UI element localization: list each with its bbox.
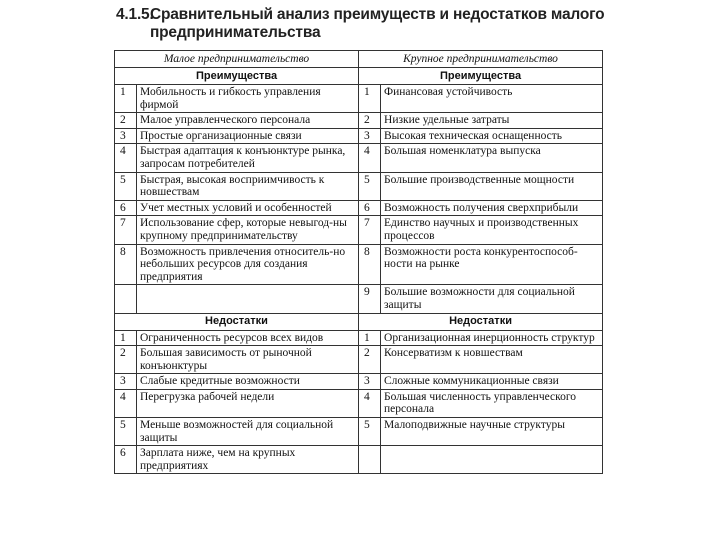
large-number-cell: 9 bbox=[359, 285, 381, 313]
small-number-cell: 1 bbox=[115, 330, 137, 346]
table-row bbox=[115, 418, 603, 446]
large-number-cell: 7 bbox=[359, 216, 381, 244]
large-text-cell: Высокая техническая оснащенность bbox=[381, 128, 603, 144]
title-line-2: предпринимательства bbox=[150, 24, 321, 41]
large-number-cell: 2 bbox=[359, 113, 381, 129]
large-number-cell: 5 bbox=[359, 172, 381, 200]
small-number-cell: 4 bbox=[115, 144, 137, 172]
page-title bbox=[116, 6, 676, 42]
small-number-cell: 5 bbox=[115, 418, 137, 446]
large-text-cell: Большая номенклатура выпуска bbox=[381, 144, 603, 172]
comparison-table bbox=[114, 50, 603, 474]
small-text-cell: Ограниченность ресурсов всех видов bbox=[137, 330, 359, 346]
large-number-cell: 1 bbox=[359, 330, 381, 346]
large-number-cell: 6 bbox=[359, 200, 381, 216]
small-number-cell: 5 bbox=[115, 172, 137, 200]
title-line-1: Сравнительный анализ преимуществ и недостатков малого bbox=[150, 6, 605, 23]
small-number-cell: 1 bbox=[115, 85, 137, 113]
large-text-cell: Организационная инерционность структур bbox=[381, 330, 603, 346]
large-number-cell: 4 bbox=[359, 144, 381, 172]
large-text-cell: Большие производственные мощности bbox=[381, 172, 603, 200]
small-text-cell: Зарплата ниже, чем на крупных предприятиях bbox=[137, 446, 359, 474]
table-row bbox=[115, 389, 603, 417]
large-text-cell: Большая численность управленческого персонала bbox=[381, 389, 603, 417]
table-row bbox=[115, 446, 603, 474]
table-row bbox=[115, 330, 603, 346]
large-number-cell: 3 bbox=[359, 374, 381, 390]
small-number-cell: 2 bbox=[115, 113, 137, 129]
small-text-cell: Быстрая адаптация к конъюнктуре рынка, запросам потребителей bbox=[137, 144, 359, 172]
large-number-cell: 3 bbox=[359, 128, 381, 144]
disadvantages-header-row bbox=[115, 313, 603, 330]
large-text-cell: Возможности роста конкурентоспособ-ности на рынке bbox=[381, 244, 603, 285]
small-text-cell: Учет местных условий и особенностей bbox=[137, 200, 359, 216]
large-text-cell: Большие возможности для социальной защиты bbox=[381, 285, 603, 313]
small-number-cell: 3 bbox=[115, 128, 137, 144]
small-number-cell: 6 bbox=[115, 446, 137, 474]
small-text-cell: Меньше возможностей для социальной защиты bbox=[137, 418, 359, 446]
advantages-header-row bbox=[115, 68, 603, 85]
table-row bbox=[115, 374, 603, 390]
large-text-cell: Низкие удельные затраты bbox=[381, 113, 603, 129]
large-text-cell: Финансовая устойчивость bbox=[381, 85, 603, 113]
small-number-cell: 3 bbox=[115, 374, 137, 390]
column-header-large: Крупное предпринимательство bbox=[359, 51, 603, 68]
small-number-cell: 8 bbox=[115, 244, 137, 285]
large-text-cell: Сложные коммуникационные связи bbox=[381, 374, 603, 390]
small-text-cell: Перегрузка рабочей недели bbox=[137, 389, 359, 417]
large-text-cell: Единство научных и производственных процессов bbox=[381, 216, 603, 244]
disadvantages-header-small: Недостатки bbox=[115, 313, 359, 330]
large-text-cell: Возможность получения сверхприбыли bbox=[381, 200, 603, 216]
small-number-cell: 7 bbox=[115, 216, 137, 244]
large-number-cell: 4 bbox=[359, 389, 381, 417]
table-row bbox=[115, 244, 603, 285]
large-text-cell: Малоподвижные научные структуры bbox=[381, 418, 603, 446]
table-row bbox=[115, 172, 603, 200]
small-text-cell: Простые организационные связи bbox=[137, 128, 359, 144]
large-number-cell: 5 bbox=[359, 418, 381, 446]
table-row bbox=[115, 285, 603, 313]
small-text-cell: Большая зависимость от рыночной конъюнктуры bbox=[137, 346, 359, 374]
column-header-small: Малое предпринимательство bbox=[115, 51, 359, 68]
small-number-cell: 4 bbox=[115, 389, 137, 417]
table-row bbox=[115, 144, 603, 172]
small-text-cell: Малое управленческого персонала bbox=[137, 113, 359, 129]
table-row bbox=[115, 128, 603, 144]
table-row bbox=[115, 113, 603, 129]
small-text-cell: Мобильность и гибкость управления фирмой bbox=[137, 85, 359, 113]
table-header-row bbox=[115, 51, 603, 68]
table-row bbox=[115, 200, 603, 216]
advantages-header-large: Преимущества bbox=[359, 68, 603, 85]
small-text-cell: Возможность привлечения относитель-но небольших ресурсов для создания предприятия bbox=[137, 244, 359, 285]
advantages-header-small: Преимущества bbox=[115, 68, 359, 85]
small-number-cell bbox=[115, 285, 137, 313]
large-number-cell bbox=[359, 446, 381, 474]
table-row bbox=[115, 346, 603, 374]
table-row bbox=[115, 216, 603, 244]
small-text-cell: Использование сфер, которые невыгод-ны крупному предпринимательству bbox=[137, 216, 359, 244]
small-text-cell: Слабые кредитные возможности bbox=[137, 374, 359, 390]
large-number-cell: 8 bbox=[359, 244, 381, 285]
section-number: 4.1.5. bbox=[116, 6, 154, 23]
table-row bbox=[115, 85, 603, 113]
disadvantages-header-large: Недостатки bbox=[359, 313, 603, 330]
small-number-cell: 2 bbox=[115, 346, 137, 374]
small-text-cell bbox=[137, 285, 359, 313]
small-text-cell: Быстрая, высокая восприимчивость к новшествам bbox=[137, 172, 359, 200]
large-number-cell: 1 bbox=[359, 85, 381, 113]
small-number-cell: 6 bbox=[115, 200, 137, 216]
large-text-cell bbox=[381, 446, 603, 474]
large-text-cell: Консерватизм к новшествам bbox=[381, 346, 603, 374]
large-number-cell: 2 bbox=[359, 346, 381, 374]
